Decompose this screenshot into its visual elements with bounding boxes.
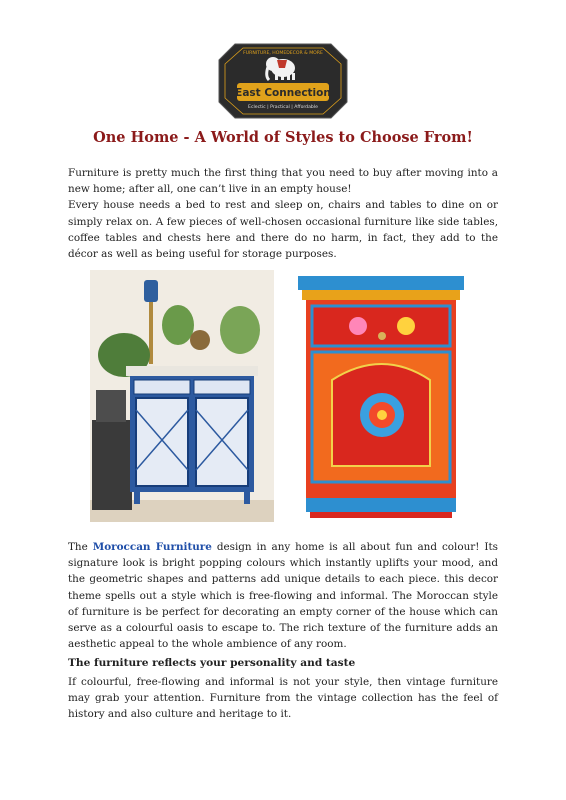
blue-cabinet-photo — [90, 270, 274, 522]
east-connection-logo — [215, 38, 351, 124]
moroccan-paragraph — [68, 539, 498, 652]
moroccan-body: design in any home is all about fun and colour! Its signature look is bright popping colours which instantly uplifts your mood, and the geometric shapes and patterns add unique details to each piece. this decor theme spells out a style which is free-flowing and informal. The Moroccan style of furniture is be perfect for decorating an empty corner of the house which can serve as a colourful oasis to escape to. The rich texture of the furniture adds an aesthetic appeal to the whole ambience of any room. — [68, 541, 498, 651]
painted-cabinet-photo — [288, 270, 474, 522]
moroccan-pre: The — [68, 541, 93, 553]
logo-brand: East Connection — [235, 87, 331, 99]
intro-line-1: Furniture is pretty much the first thing that you need to buy after moving into a new home; after all, one can’t live in an empty house! — [68, 167, 498, 196]
section-heading: The furniture reflects your personality and taste — [68, 657, 356, 669]
logo-tagline: Eclectic | Practical | Affordable — [248, 105, 318, 110]
page-title: One Home - A World of Styles to Choose From! — [93, 129, 473, 146]
intro-paragraph — [68, 165, 498, 262]
moroccan-furniture-link[interactable]: Moroccan Furniture — [92, 541, 212, 553]
personality-paragraph: If colourful, free-flowing and informal is not your style, then vintage furniture may grab your attention. Furniture from the vintage collection has the feel of history and also culture and heritage to it. — [68, 676, 498, 721]
intro-line-2: Every house needs a bed to rest and sleep on, chairs and tables to dine on or simply relax on. A few pieces of well-chosen occasional furniture like side tables, coffee tables and chests here and there do no harm, in fact, they add to the décor as well as being useful for storage purposes. — [68, 199, 498, 261]
logo-arc-text: FURNITURE, HOMEDECOR & MORE — [243, 51, 323, 56]
